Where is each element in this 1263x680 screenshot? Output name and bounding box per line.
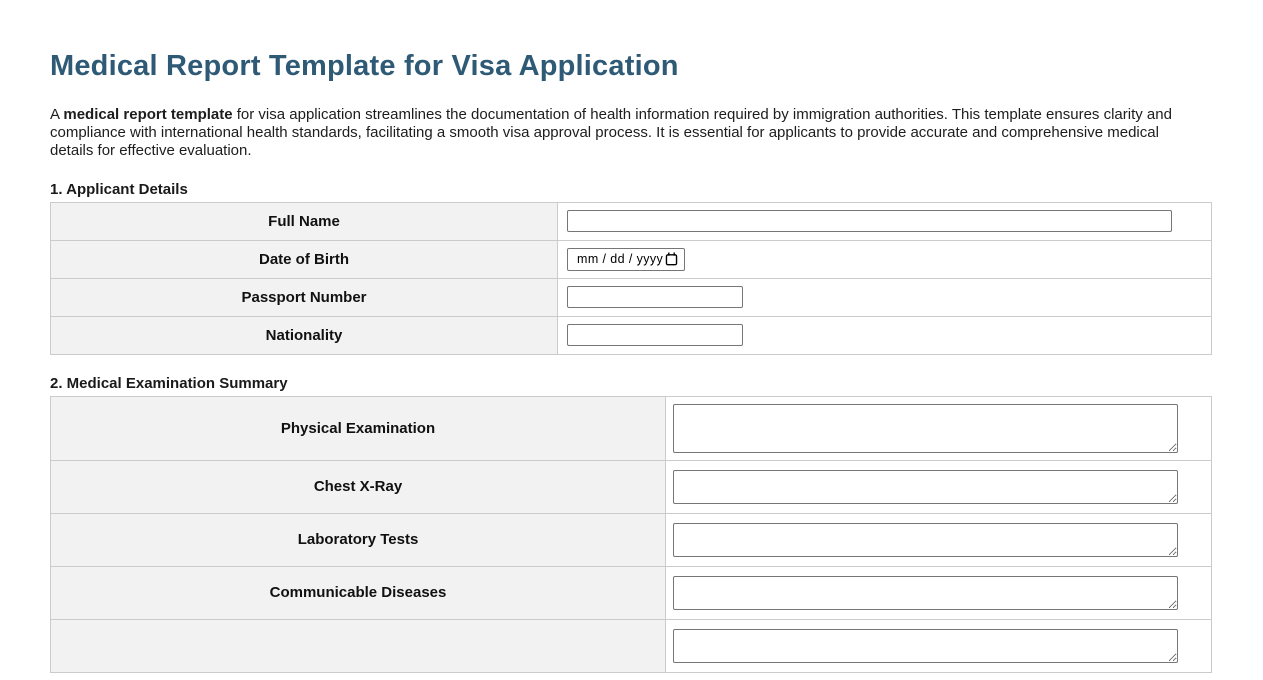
intro-rest: for visa application streamlines the documentation of health information required by immigration authorities. This template ensures clarity and compliance with international health standards, facilitating a smooth visa approval process. It is essential for applicants to provide accurate and comprehensive medical details for effective evaluation. (50, 105, 1172, 160)
table-row-passport-number (51, 278, 1212, 316)
laboratory-tests-textarea[interactable] (673, 523, 1178, 557)
cell-nationality (558, 316, 1212, 354)
label-chest-x-ray: Chest X-Ray (51, 460, 666, 513)
cell-laboratory-tests (666, 513, 1212, 566)
cell-partial-row (666, 619, 1212, 672)
table-row-laboratory-tests (51, 513, 1212, 566)
table-row-date-of-birth (51, 240, 1212, 278)
cell-physical-examination (666, 396, 1212, 460)
medical-summary-table (50, 396, 1212, 673)
cell-communicable-diseases (666, 566, 1212, 619)
partial-row-textarea[interactable] (673, 629, 1178, 663)
label-passport-number: Passport Number (51, 278, 558, 316)
label-nationality: Nationality (51, 316, 558, 354)
section-heading-medical-summary: 2. Medical Examination Summary (50, 374, 288, 392)
section-heading-applicant-details: 1. Applicant Details (50, 180, 188, 198)
label-full-name: Full Name (51, 202, 558, 240)
page-title: Medical Report Template for Visa Application (50, 50, 679, 82)
full-name-input[interactable] (567, 210, 1172, 232)
intro-paragraph (50, 106, 1180, 161)
cell-passport-number (558, 278, 1212, 316)
table-row-physical-examination (51, 396, 1212, 460)
date-of-birth-input[interactable] (567, 248, 685, 271)
page-content (50, 51, 1213, 673)
label-physical-examination: Physical Examination (51, 396, 666, 460)
communicable-diseases-textarea[interactable] (673, 576, 1178, 610)
applicant-details-table (50, 202, 1212, 355)
nationality-input[interactable] (567, 324, 743, 346)
cell-chest-x-ray (666, 460, 1212, 513)
label-date-of-birth: Date of Birth (51, 240, 558, 278)
intro-bold-phrase: medical report template (63, 105, 233, 123)
passport-number-input[interactable] (567, 286, 743, 308)
intro-prefix: A (50, 105, 64, 123)
table-row-communicable-diseases (51, 566, 1212, 619)
label-laboratory-tests: Laboratory Tests (51, 513, 666, 566)
chest-x-ray-textarea[interactable] (673, 470, 1178, 504)
table-row-chest-x-ray (51, 460, 1212, 513)
date-placeholder: mm / dd / yyyy (577, 252, 664, 267)
table-row-full-name (51, 202, 1212, 240)
physical-examination-textarea[interactable] (673, 404, 1178, 453)
table-row-partial (51, 619, 1212, 672)
table-row-nationality (51, 316, 1212, 354)
cell-date-of-birth (558, 240, 1212, 278)
label-communicable-diseases: Communicable Diseases (51, 566, 666, 619)
label-partial-row (51, 619, 666, 672)
calendar-icon[interactable] (665, 252, 678, 266)
cell-full-name (558, 202, 1212, 240)
